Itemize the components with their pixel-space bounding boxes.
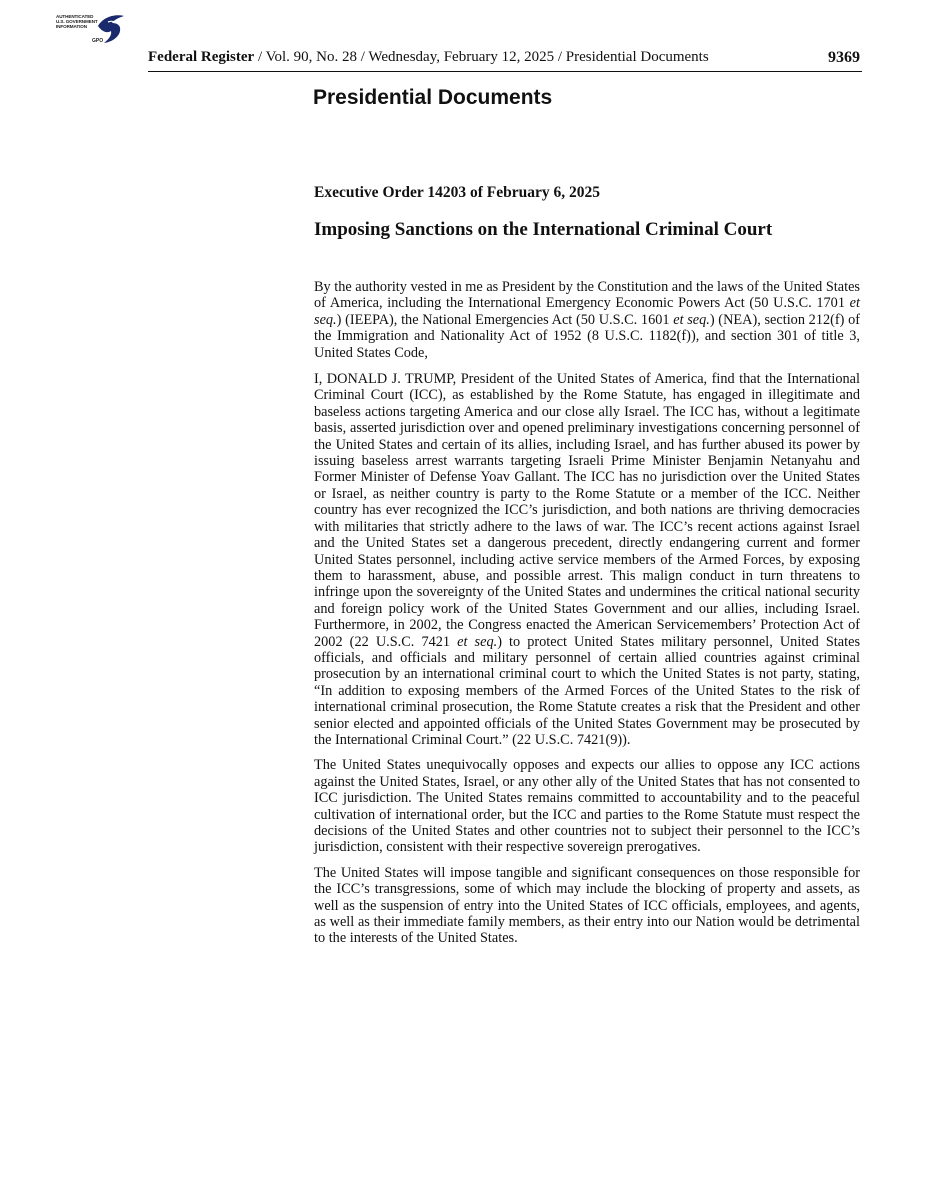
italic-run: et seq. <box>314 295 860 328</box>
separator: / <box>254 49 266 65</box>
paragraph-findings <box>314 371 860 748</box>
section-title: Presidential Documents <box>313 86 553 109</box>
logo-line: INFORMATION <box>56 24 87 29</box>
header-rule <box>148 71 862 72</box>
publication-name: Federal Register <box>148 49 255 65</box>
text-run: ) (NEA), section 212(f) of the Immigration and Nationality Act of 1952 (8 U.S.C. 1182(f)), and section 301 of title 3, United States Code, <box>314 311 860 361</box>
issue-date: Wednesday, February 12, 2025 <box>368 49 555 65</box>
executive-order-title: Imposing Sanctions on the International Criminal Court <box>314 219 773 240</box>
italic-run: et seq. <box>457 633 498 650</box>
paragraph-consequences: The United States will impose tangible and significant consequences on those responsible for the ICC’s transgressions, some of which may include the blocking of property and assets, as well as the suspension of entry into the United States of ICC officials, employees, and agents, as well as their immediate family members, as their entry into our Nation would be detrimental to the interests of the United States. <box>314 864 860 947</box>
text-run: By the authority vested in me as President by the Constitution and the laws of the United States of America, including the International Emergency Economic Powers Act (50 U.S.C. 1701 <box>314 279 860 312</box>
separator: / <box>357 49 369 65</box>
logo-text <box>56 14 98 29</box>
separator: / <box>554 49 566 65</box>
paragraph-authority <box>314 279 860 361</box>
volume-issue: Vol. 90, No. 28 <box>265 49 358 65</box>
running-section: Presidential Documents <box>565 49 709 65</box>
order-body <box>314 279 860 956</box>
text-run: I, DONALD J. TRUMP, President of the United States of America, find that the International Criminal Court (ICC), as established by the Rome Statute, has engaged in illegitimate and baseless actions targeting America and our close ally Israel. The ICC has, without a legitimate basis, asserted jurisdiction over and opened preliminary investigations concerning personnel of the United States and certain of its allies, including Israel, and has further abused its power by issuing baseless arrest warrants targeting Israeli Prime Minister Benjamin Netanyahu and Former Minister of Defense Yoav Gallant. The ICC has no jurisdiction over the United States or Israel, as neither country is party to the Rome Statute or a member of the ICC. Neither country has ever recognized the ICC’s jurisdiction, and both nations are thriving democracies with militaries that strictly adhere to the laws of war. The ICC’s recent actions against Israel and the United States set a dangerous precedent, directly endangering current and former United States personnel, including active service members of the Armed Forces, by exposing them to harassment, abuse, and possible arrest. This malign conduct in turn threatens to infringe upon the sovereignty of the United States and undermines the critical national security and foreign policy work of the United States Government and our allies, including Israel. Furthermore, in 2002, the Congress enacted the American Servicemembers’ Protection Act of 2002 (22 U.S.C. 7421 <box>314 371 860 650</box>
paragraph-opposition: The United States unequivocally opposes and expects our allies to oppose any ICC actions against the United States, Israel, or any other ally of the United States that has not consented to ICC jurisdiction. The United States remains committed to accountability and to the peaceful cultivation of international order, but the ICC and parties to the Rome Statute must respect the decisions of the United States and other countries not to subject their personnel to the ICC’s jurisdiction, consistent with their respective sovereign prerogatives. <box>314 757 860 856</box>
logo-agency: GPO <box>92 38 104 44</box>
logo-line: AUTHENTICATED <box>56 14 94 19</box>
running-head <box>148 49 860 66</box>
page-number: 9369 <box>828 49 860 66</box>
italic-run: et seq. <box>673 311 710 328</box>
executive-order-number: Executive Order 14203 of February 6, 2025 <box>314 184 600 201</box>
text-run: ) to protect United States military personnel, United States officials, and officials and military personnel of certain allied countries against criminal prosecution by an international criminal court to which the United States is not party, stating, “In addition to exposing members of the Armed Forces of the United States to the risk of international criminal prosecution, the Rome Statute creates a risk that the President and other senior elected and appointed officials of the United States Government may be prosecuted by the International Criminal Court.” (22 U.S.C. 7421(9)). <box>314 633 861 748</box>
authenticated-gpo-logo <box>56 12 128 50</box>
logo-line: U.S. GOVERNMENT <box>56 19 98 24</box>
text-run: ) (IEEPA), the National Emergencies Act (50 U.S.C. 1601 <box>336 311 674 328</box>
